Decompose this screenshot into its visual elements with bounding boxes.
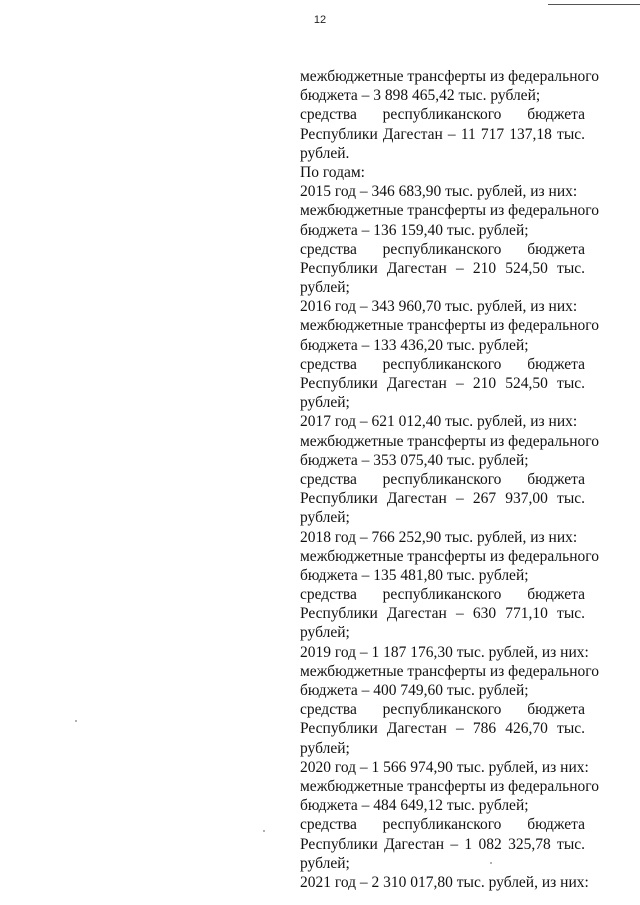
text-line: 2016 год – 343 960,70 тыс. рублей, из них: [300, 298, 578, 316]
text-line: бюджета – 135 481,80 тыс. рублей; [300, 566, 529, 584]
text-line: межбюджетные трансферты из федерального [300, 202, 599, 220]
text-line: Республики Дагестан – 11 717 137,18 тыс. [300, 125, 585, 143]
page-number: 12 [313, 14, 327, 26]
text-line: 2020 год – 1 566 974,90 тыс. рублей, из них: [300, 758, 589, 776]
text-line: 2021 год – 2 310 017,80 тыс. рублей, из них: [300, 873, 589, 891]
scan-speck [490, 862, 492, 864]
text-line: межбюджетные трансферты из федерального [300, 662, 599, 680]
text-line: рублей; [300, 509, 350, 527]
text-line: межбюджетные трансферты из федерального [300, 68, 599, 85]
scan-speck [75, 720, 77, 722]
header-rule [548, 4, 640, 5]
text-line: бюджета – 353 075,40 тыс. рублей; [300, 451, 529, 469]
document-body [300, 67, 599, 892]
text-line: средства республиканского бюджета [300, 470, 585, 488]
text-line: По годам: [300, 163, 365, 181]
text-line: Республики Дагестан – 210 524,50 тыс. [300, 375, 585, 392]
text-line: рублей; [300, 279, 350, 297]
text-line: межбюджетные трансферты из федерального [300, 432, 599, 450]
text-line: бюджета – 3 898 465,42 тыс. рублей; [300, 87, 541, 105]
scan-speck [263, 830, 265, 832]
text-line: рублей. [300, 144, 350, 162]
text-line: межбюджетные трансферты из федерального [300, 317, 599, 335]
text-line: бюджета – 484 649,12 тыс. рублей; [300, 797, 529, 815]
text-line: средства республиканского бюджета [300, 240, 585, 258]
text-line: рублей; [300, 739, 350, 757]
text-line: бюджета – 133 436,20 тыс. рублей; [300, 336, 529, 354]
text-line: бюджета – 400 749,60 тыс. рублей; [300, 682, 529, 699]
text-line: Республики Дагестан – 630 771,10 тыс. [300, 605, 585, 623]
text-line: 2019 год – 1 187 176,30 тыс. рублей, из них: [300, 643, 589, 661]
text-line: рублей; [300, 854, 350, 872]
text-line: средства республиканского бюджета [300, 106, 585, 124]
text-line: рублей; [300, 624, 350, 642]
text-line: Республики Дагестан – 267 937,00 тыс. [300, 490, 585, 508]
text-line: средства республиканского бюджета [300, 355, 585, 373]
text-line: Республики Дагестан – 1 082 325,78 тыс. [300, 835, 585, 853]
text-line: Республики Дагестан – 786 426,70 тыс. [300, 720, 585, 738]
text-line: бюджета – 136 159,40 тыс. рублей; [300, 221, 529, 239]
text-line: 2015 год – 346 683,90 тыс. рублей, из них: [300, 183, 578, 201]
text-line: 2017 год – 621 012,40 тыс. рублей, из них: [300, 413, 578, 431]
text-line: Республики Дагестан – 210 524,50 тыс. [300, 259, 585, 277]
text-line: средства республиканского бюджета [300, 586, 585, 604]
text-line: средства республиканского бюджета [300, 816, 585, 834]
text-line: 2018 год – 766 252,90 тыс. рублей, из них: [300, 528, 578, 546]
text-line: рублей; [300, 394, 350, 412]
text-line: межбюджетные трансферты из федерального [300, 777, 599, 795]
text-line: межбюджетные трансферты из федерального [300, 547, 599, 565]
text-line: средства республиканского бюджета [300, 701, 585, 719]
